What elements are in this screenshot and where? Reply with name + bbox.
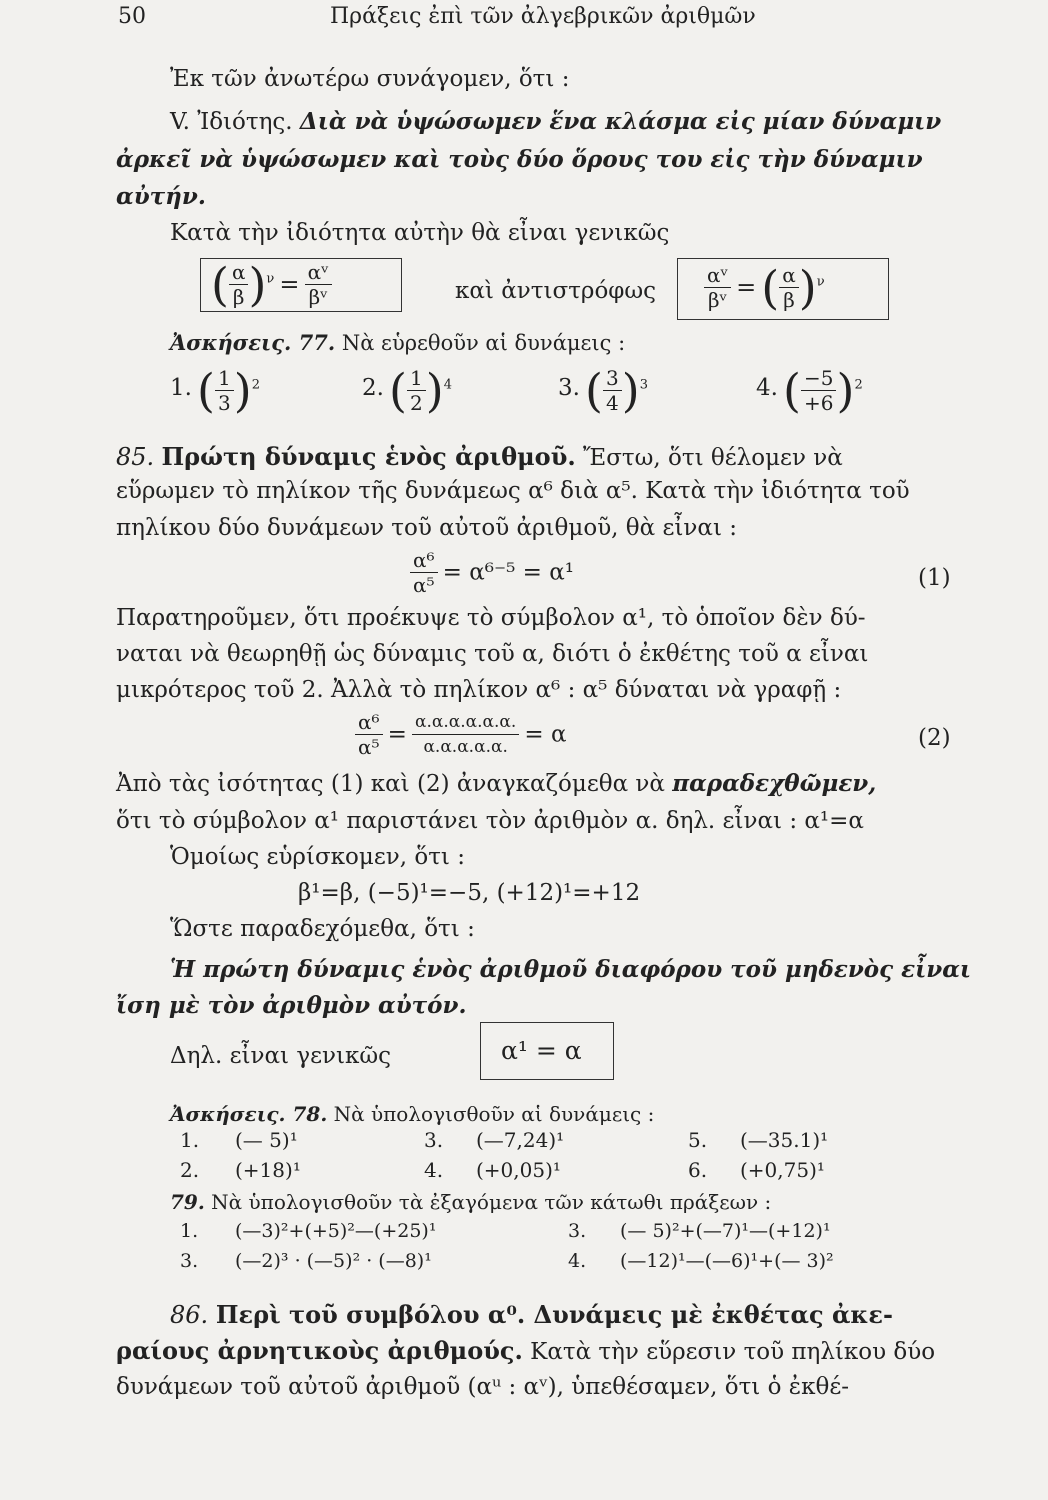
book-page: 50 Πράξεις ἐπὶ τῶν ἀλγεβρικῶν ἀριθμῶν Ἐκ τῶν ἀνωτέρω συνάγομεν, ὅτι : V. Ἰδιότης. Διὰ νὰ ὑψώσωμεν ἕνα κλάσμα εἰς μίαν δύναμιν ἀρκεῖ νὰ ὑψώσωμεν καὶ τοὺς δύο ὅρους του εἰς τὴν δύναμιν αὐτήν. Κατὰ τὴν ἰδιότητα αὐτὴν θὰ εἶναι γενικῶς ( $\frac{\alpha}{\beta}$ )$^\nu$ = $\frac{\text{αᵛ}}{\text{βᵛ}}$ καὶ ἀντιστρόφως $\frac{\text{αᵛ}}{\text{βᵛ}}$ = ( $\frac{\alpha}{\beta}$ )$^\nu$ Ἀσκήσεις. 77. Νὰ εὑρεθοῦν αἱ δυνάμεις : 1. ( $\frac{1}{3}$ )$^2$ 2. ( $\frac{1}{2}$ )$^4$ 3. ( $\frac{3}{4}$ )$^3$ 4. ( $\frac{-5}{+6}$ )$^2$ 85. Πρώτη δύναμις ἑνὸς ἀριθμοῦ. Ἔστω, ὅτι θέλομεν νὰ εὕρωμεν τὸ πηλίκον τῆς δυνάμεως α⁶ διὰ α⁵. Κατὰ τὴν ἰδιότητα τοῦ πηλίκου δύο δυνάμεων τοῦ αὐτοῦ ἀριθμοῦ, θὰ εἶναι : $\frac{\text{α⁶}}{\text{α⁵}}$ = α⁶⁻⁵ = α¹ (1) Παρατηροῦμεν, ὅτι προέκυψε τὸ σύμβολον α¹, τὸ ὁποῖον δὲν δύ- ναται νὰ θεωρηθῇ ὡς δύναμις τοῦ α, διότι ὁ ἐκθέτης τοῦ α εἶναι μικρότερος τοῦ 2. Ἀλλὰ τὸ πηλίκον α⁶ : α⁵ δύναται νὰ γραφῇ : $\frac{\text{α⁶}}{\text{α⁵}}$ = $\frac{\alpha.\alpha.\alpha.\alpha.\alpha.\alpha.}{\alpha.\alpha.\alpha.\alpha.\alpha.}$ = α (2) Ἀπὸ τὰς ἰσότητας (1) καὶ (2) ἀναγκαζόμεθα νὰ παραδεχθῶμεν, ὅτι τὸ σύμβολον α¹ παριστάνει τὸν ἀριθμὸν α. δηλ. εἶναι : α¹=α Ὁμοίως εὑρίσκομεν, ὅτι : β¹=β, (−5)¹=−5, (+12)¹=+12 Ὥστε παραδεχόμεθα, ὅτι : Ἡ πρώτη δύναμις ἑνὸς ἀριθμοῦ διαφόρου τοῦ μηδενὸς εἶναι ἴση μὲ τὸν ἀριθμὸν αὐτόν. Δηλ. εἶναι γενικῶς α¹ = α Ἀσκήσεις. 78. Νὰ ὑπολογισθοῦν αἱ δυνάμεις : 1. (— 5)¹ 3. (—7,24)¹ 5. (—35.1)¹ 2. (+18)¹ 4. (+0,05)¹ 6. (+0,75)¹ 79. Νὰ ὑπολογισθοῦν τὰ ἐξαγόμενα τῶν κάτωθι πράξεων : 1. (—3)²+(+5)²—(+25)¹ 3. (— 5)²+(—7)¹—(+12)¹ 3. (—2)³ · (—5)² · (—8)¹ 4. (—12)¹—(—6)¹+(— 3)² 86. Περὶ τοῦ συμβόλου α⁰. Δυνάμεις μὲ ἐκθέτας ἀκε- ραίους ἀρνητικοὺς ἀριθμούς. Κατὰ τὴν εὕρεσιν τοῦ πηλίκου δύο δυνάμεων τοῦ αὐτοῦ ἀριθμοῦ (αᵘ : αᵛ), ὑπεθέσαμεν, ὅτι ὁ ἐκθέ-: [116, 4, 972, 1400]
rule-statement-line2: ἴση μὲ τὸν ἀριθμὸν αὐτόν.: [116, 992, 467, 1019]
running-title: Πράξεις ἐπὶ τῶν ἀλγεβρικῶν ἀριθμῶν: [330, 4, 756, 29]
section85-line: πηλίκου δύο δυνάμεων τοῦ αὐτοῦ ἀριθμοῦ, θὰ εἶναι :: [116, 515, 738, 541]
exercises78-heading: Ἀσκήσεις. 78. Νὰ ὑπολογισθοῦν αἱ δυνάμεις :: [170, 1102, 655, 1126]
section85-line: Παρατηροῦμεν, ὅτι προέκυψε τὸ σύμβολον α¹, τὸ ὁποῖον δὲν δύ-: [116, 605, 866, 631]
exercises77-heading: Ἀσκήσεις. 77. Νὰ εὑρεθοῦν αἱ δυνάμεις :: [170, 330, 626, 355]
section85-line: μικρότερος τοῦ 2. Ἀλλὰ τὸ πηλίκον α⁶ : α⁵ δύναται νὰ γραφῇ :: [116, 677, 842, 703]
equation-2-label: (2): [918, 725, 951, 751]
property-consequence: Κατὰ τὴν ἰδιότητα αὐτὴν θὰ εἶναι γενικῶς: [170, 220, 670, 246]
exercise77-item: 3. ( $\frac{3}{4}$ )$^3$: [558, 363, 648, 418]
section85-number: 85.: [116, 443, 155, 471]
property-text-line2: ἀρκεῖ νὰ ὑψώσωμεν καὶ τοὺς δύο ὅρους του εἰς τὴν δύναμιν: [116, 146, 923, 173]
section85-line: Ἀπὸ τὰς ἰσότητας (1) καὶ (2) ἀναγκαζόμεθα νὰ παραδεχθῶμεν,: [116, 770, 877, 797]
exercises77-list: [170, 360, 930, 430]
general-label: Δηλ. εἶναι γενικῶς: [170, 1043, 392, 1069]
property-label: V. Ἰδιότης.: [170, 109, 293, 135]
formula-box-converse: $\frac{\text{αᵛ}}{\text{βᵛ}}$ = ( $\frac{\alpha}{\beta}$ )$^\nu$: [677, 258, 889, 320]
section86-line: δυνάμεων τοῦ αὐτοῦ ἀριθμοῦ (αᵘ : αᵛ), ὑπεθέσαμεν, ὅτι ὁ ἐκθέ-: [116, 1374, 850, 1400]
rule-statement: Ἡ πρώτη δύναμις ἑνὸς ἀριθμοῦ διαφόρου τοῦ μηδενὸς εἶναι: [170, 956, 972, 983]
boxed-formula: α¹ = α: [480, 1022, 614, 1080]
exercise77-item: 4. ( $\frac{-5}{+6}$ )$^2$: [756, 363, 863, 418]
section85-line: ναται νὰ θεωρηθῇ ὡς δύναμις τοῦ α, διότι ὁ ἐκθέτης τοῦ α εἶναι: [116, 641, 869, 667]
section86-title-line: [170, 1300, 893, 1329]
page-number: 50: [118, 4, 146, 29]
formula-box-power-of-fraction: ( $\frac{\alpha}{\beta}$ )$^\nu$ = $\frac{\text{αᵛ}}{\text{βᵛ}}$: [200, 258, 402, 312]
section85-line: Ὥστε παραδεχόμεθα, ὅτι :: [170, 916, 475, 942]
property-text: Διὰ νὰ ὑψώσωμεν ἕνα κλάσμα εἰς μίαν δύναμιν: [299, 108, 942, 135]
equation-1-label: (1): [918, 565, 951, 591]
exercise77-item: 2. ( $\frac{1}{2}$ )$^4$: [362, 363, 452, 418]
equation-2: $\frac{\text{α⁶}}{\text{α⁵}}$ = $\frac{\alpha.\alpha.\alpha.\alpha.\alpha.\alpha.}{\alpha.\alpha.\alpha.\alpha.\alpha.}$ = α: [355, 710, 567, 759]
section86-number: 86.: [170, 1301, 209, 1329]
section86-line: ραίους ἀρνητικοὺς ἀριθμούς. Κατὰ τὴν εὕρεσιν τοῦ πηλίκου δύο: [116, 1336, 936, 1365]
exercises79-heading: 79. Νὰ ὑπολογισθοῦν τὰ ἐξαγόμενα τῶν κάτωθι πράξεων :: [170, 1190, 772, 1214]
section85-line: Ὁμοίως εὑρίσκομεν, ὅτι :: [170, 844, 466, 870]
property-paragraph: [170, 108, 941, 135]
section85-line: ὅτι τὸ σύμβολον α¹ παριστάνει τὸν ἀριθμὸν α. δηλ. εἶναι : α¹=α: [116, 808, 864, 834]
conversely-label: καὶ ἀντιστρόφως: [455, 278, 657, 304]
equation-1: $\frac{\text{α⁶}}{\text{α⁵}}$ = α⁶⁻⁵ = α¹: [410, 548, 574, 597]
section85-title: Πρώτη δύναμις ἑνὸς ἀριθμοῦ.: [161, 442, 576, 471]
section85-line: εὕρωμεν τὸ πηλίκον τῆς δυνάμεως α⁶ διὰ α⁵. Κατὰ τὴν ἰδιότητα τοῦ: [116, 478, 910, 504]
section86-title: Περὶ τοῦ συμβόλου α⁰. Δυνάμεις μὲ ἐκθέτας ἀκε-: [215, 1300, 893, 1329]
property-text-line3: αὐτήν.: [116, 183, 206, 210]
section85-title-line: 85. Πρώτη δύναμις ἑνὸς ἀριθμοῦ. Ἔστω, ὅτι θέλομεν νὰ: [116, 442, 843, 471]
intro-line: Ἐκ τῶν ἀνωτέρω συνάγομεν, ὅτι :: [170, 66, 570, 92]
exercise77-item: 1. ( $\frac{1}{3}$ )$^2$: [170, 363, 260, 418]
section85-examples: β¹=β, (−5)¹=−5, (+12)¹=+12: [298, 880, 641, 906]
